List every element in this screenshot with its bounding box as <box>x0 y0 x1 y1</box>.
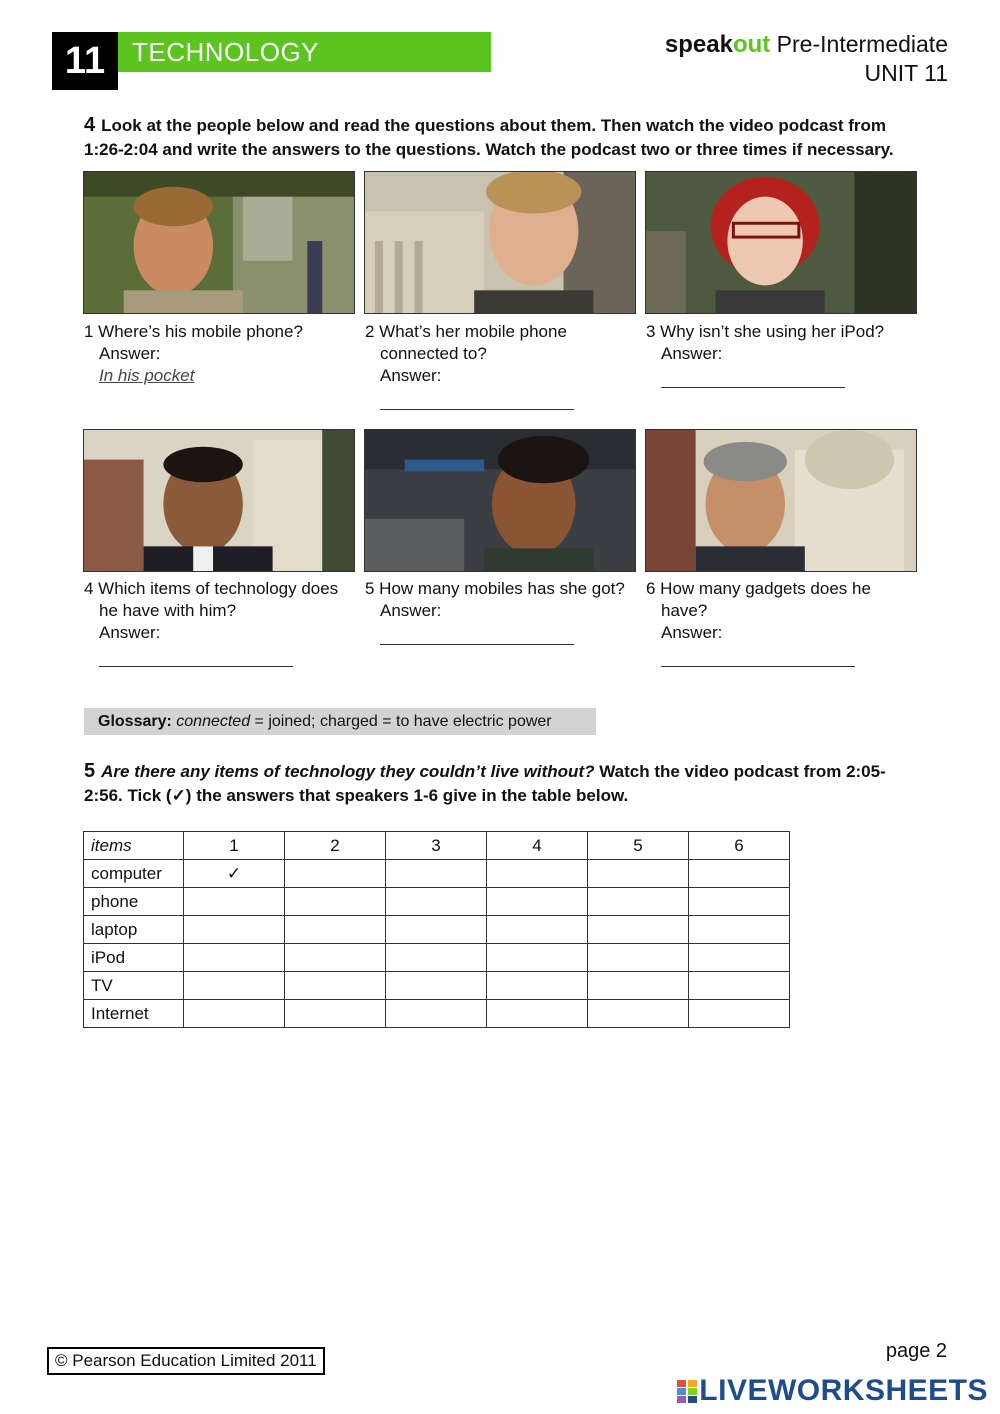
question-4-answer-field[interactable] <box>99 644 293 667</box>
question-4-text-cont: he have with him? <box>99 601 237 620</box>
table-row <box>84 944 790 972</box>
question-5-text: 5 How many mobiles has she got? <box>365 579 625 598</box>
tick-cell[interactable] <box>386 944 487 972</box>
tick-cell[interactable] <box>689 972 790 1000</box>
tick-cell[interactable] <box>689 916 790 944</box>
question-5-answer-field[interactable] <box>380 622 574 645</box>
table-item-cell: Internet <box>84 1000 184 1028</box>
question-6-text: 6 How many gadgets does he <box>646 579 871 598</box>
table-row <box>84 916 790 944</box>
glossary-term: connected <box>176 713 251 730</box>
tick-cell[interactable] <box>184 944 285 972</box>
table-item-cell: laptop <box>84 916 184 944</box>
unit-number-badge: 11 <box>52 32 118 90</box>
brand-level: Pre-Intermediate <box>770 31 948 57</box>
tick-cell[interactable] <box>285 860 386 888</box>
tick-cell[interactable] <box>588 888 689 916</box>
tick-cell[interactable] <box>588 916 689 944</box>
question-5 <box>365 578 645 645</box>
table-item-cell: iPod <box>84 944 184 972</box>
tick-cell[interactable] <box>285 944 386 972</box>
question-2-answer-label: Answer: <box>380 366 442 385</box>
tick-cell[interactable] <box>588 860 689 888</box>
question-2-answer-field[interactable] <box>380 387 574 410</box>
table-row <box>84 860 790 888</box>
tick-cell[interactable] <box>487 944 588 972</box>
tick-cell[interactable] <box>588 972 689 1000</box>
table-row <box>84 1000 790 1028</box>
exercise4-instruction-line2: 1:26-2:04 and write the answers to the questions. Watch the podcast two or three times if necessary. <box>84 140 894 159</box>
table-header-cell: items <box>84 832 184 860</box>
exercise4-number: 4 <box>84 114 96 136</box>
question-2-text: 2 What’s her mobile phone <box>365 322 567 341</box>
table-header-row <box>84 832 790 860</box>
brand-unit-label: UNIT 11 <box>864 60 948 86</box>
speaker-photo-2 <box>364 171 636 314</box>
table-header-cell: 5 <box>588 832 689 860</box>
tick-cell[interactable] <box>386 860 487 888</box>
tick-cell[interactable] <box>386 888 487 916</box>
unit-title-bar: TECHNOLOGY <box>118 32 491 72</box>
exercise5-number: 5 <box>84 760 96 782</box>
tick-cell[interactable] <box>386 972 487 1000</box>
speaker-photo-4 <box>83 429 355 572</box>
glossary-box <box>84 708 596 735</box>
table-header-cell: 2 <box>285 832 386 860</box>
exercise4-instruction-line1: Look at the people below and read the questions about them. Then watch the video podcast from <box>101 116 887 135</box>
brand-out: out <box>732 31 771 58</box>
speaker-photo-5 <box>364 429 636 572</box>
question-6 <box>646 578 926 667</box>
tick-cell[interactable] <box>487 888 588 916</box>
tick-cell[interactable] <box>285 972 386 1000</box>
liveworksheets-logo-icon <box>677 1380 697 1404</box>
question-2-text-cont: connected to? <box>380 344 487 363</box>
tick-cell[interactable] <box>487 860 588 888</box>
page-number: page 2 <box>885 1340 947 1362</box>
liveworksheets-logo <box>677 1374 988 1408</box>
tick-cell[interactable] <box>487 972 588 1000</box>
question-3-answer-label: Answer: <box>661 344 723 363</box>
tick-cell[interactable] <box>487 916 588 944</box>
table-item-cell: phone <box>84 888 184 916</box>
tick-cell[interactable] <box>184 888 285 916</box>
speaker-photo-1 <box>83 171 355 314</box>
table-header-cell: 6 <box>689 832 790 860</box>
tick-cell[interactable] <box>386 1000 487 1028</box>
liveworksheets-logo-text: LIVEWORKSHEETS <box>699 1374 988 1407</box>
question-3-text: 3 Why isn’t she using her iPod? <box>646 322 885 341</box>
question-6-text-cont: have? <box>661 601 708 620</box>
tick-cell[interactable] <box>386 916 487 944</box>
tick-cell[interactable] <box>487 1000 588 1028</box>
table-item-cell: TV <box>84 972 184 1000</box>
question-3-answer-field[interactable] <box>661 365 845 388</box>
tick-cell[interactable] <box>689 1000 790 1028</box>
question-6-answer-label: Answer: <box>661 623 723 642</box>
tick-cell[interactable] <box>285 888 386 916</box>
tick-cell[interactable] <box>285 916 386 944</box>
glossary-definition: = joined; charged = to have electric power <box>250 713 552 730</box>
question-1-answer-label: Answer: <box>99 344 161 363</box>
tick-cell[interactable] <box>285 1000 386 1028</box>
exercise5-instruction-line2: 2:56. Tick (✓) the answers that speakers 1-6 give in the table below. <box>84 786 629 805</box>
table-row <box>84 888 790 916</box>
question-3 <box>646 321 926 388</box>
question-1 <box>84 321 364 387</box>
copyright-notice: © Pearson Education Limited 2011 <box>47 1347 325 1375</box>
table-header-cell: 1 <box>184 832 285 860</box>
tick-cell[interactable] <box>184 972 285 1000</box>
table-header-cell: 4 <box>487 832 588 860</box>
question-2 <box>365 321 645 410</box>
question-4-text: 4 Which items of technology does <box>84 579 339 598</box>
brand-block <box>665 30 948 87</box>
tick-cell[interactable]: ✓ <box>184 860 285 888</box>
question-4-answer-label: Answer: <box>99 623 161 642</box>
question-6-answer-field[interactable] <box>661 644 855 667</box>
tick-cell[interactable] <box>689 888 790 916</box>
question-1-text: 1 Where’s his mobile phone? <box>84 322 303 341</box>
tick-cell[interactable] <box>588 944 689 972</box>
table-header-cell: 3 <box>386 832 487 860</box>
table-row <box>84 972 790 1000</box>
tick-table <box>83 831 790 1028</box>
question-4 <box>84 578 364 667</box>
exercise4-instructions <box>84 113 964 162</box>
exercise5-instructions <box>84 759 914 808</box>
speaker-photo-3 <box>645 171 917 314</box>
tick-cell[interactable] <box>184 1000 285 1028</box>
tick-cell[interactable] <box>588 1000 689 1028</box>
glossary-label: Glossary: <box>98 713 172 730</box>
tick-cell[interactable] <box>689 860 790 888</box>
brand-speak: speak <box>664 31 733 58</box>
exercise5-question: Are there any items of technology they couldn’t live without? <box>101 762 595 781</box>
question-1-answer[interactable]: In his pocket <box>99 366 195 385</box>
tick-cell[interactable] <box>184 916 285 944</box>
tick-cell[interactable] <box>689 944 790 972</box>
exercise5-instruction-rest: Watch the video podcast from 2:05- <box>594 762 886 781</box>
speaker-photo-6 <box>645 429 917 572</box>
table-item-cell: computer <box>84 860 184 888</box>
question-5-answer-label: Answer: <box>380 601 442 620</box>
